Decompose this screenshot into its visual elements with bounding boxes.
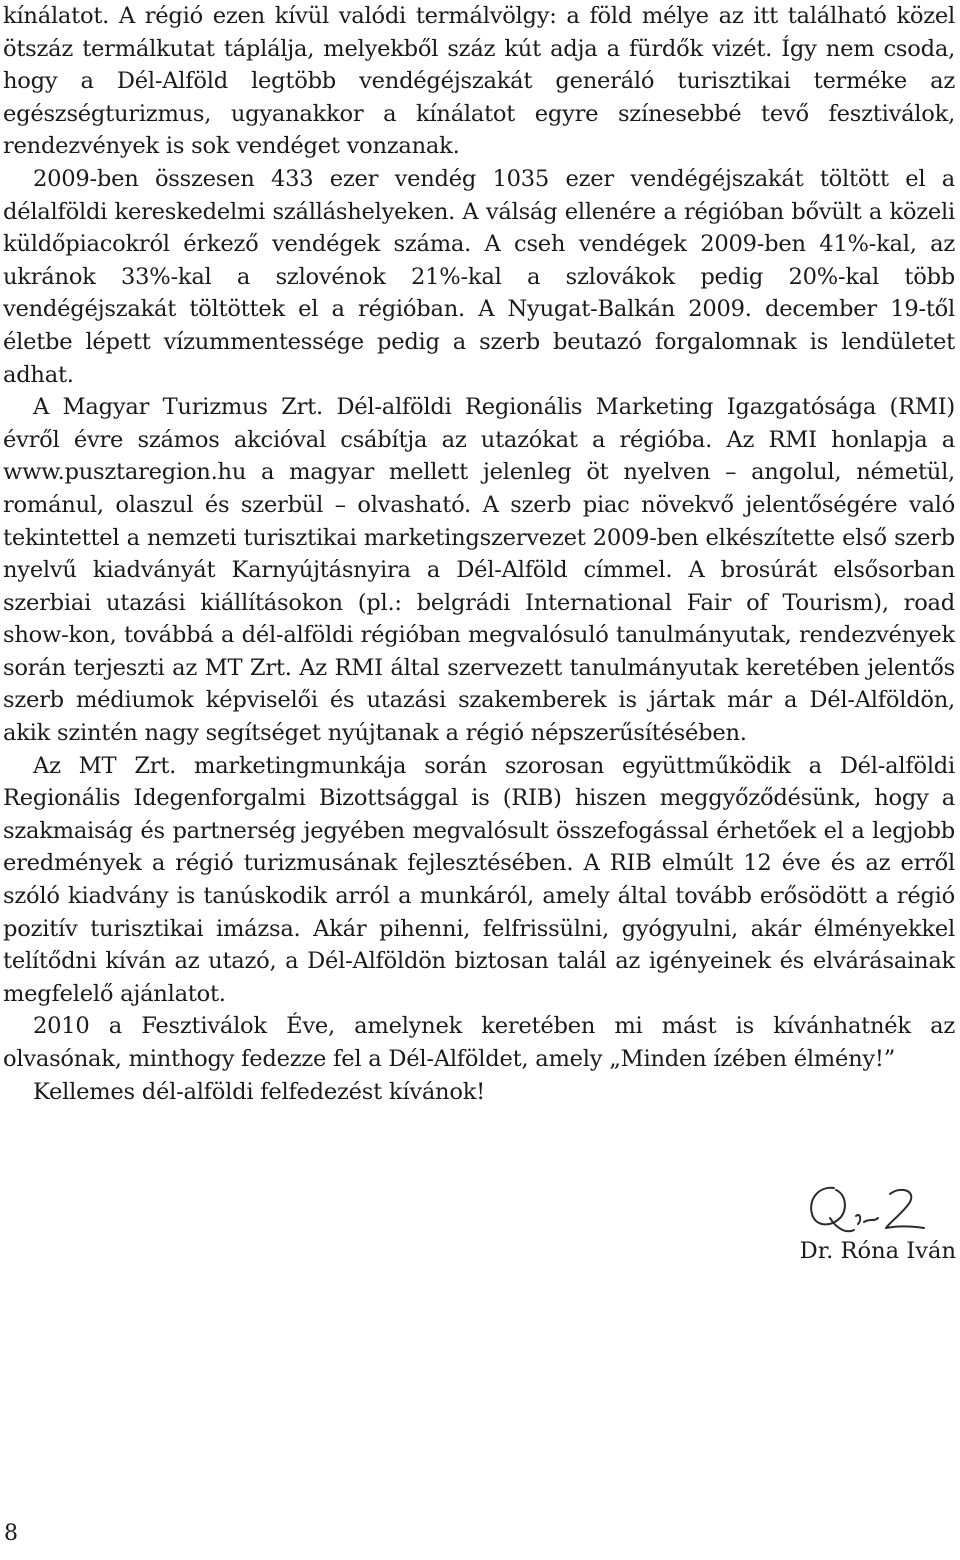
paragraph-6: Kellemes dél-alföldi felfedezést kívánok! — [33, 1078, 485, 1105]
signer-name: Dr. Róna Iván — [799, 1238, 956, 1264]
page-number: 8 — [4, 1521, 18, 1546]
paragraph-1: kínálatot. A régió ezen kívül valódi termálvölgy: a föld mélye az itt található közel ötszáz termálkutat táplálja, melyekből száz kút adja a fürdők vizét. Így nem csoda, hogy a Dél-Alföld legtöbb vendégéjszakát generáló turisztikai terméke az egészségturizmus, ugyanakkor a kínálatot egyre színesebbé tevő fesztiválok, rendezvények is sok vendéget vonzanak. — [3, 3, 955, 160]
paragraph-4: Az MT Zrt. marketingmunkája során szorosan együttműködik a Dél-alföldi Regionális Idegenforgalmi Bizottsággal is (RIB) hiszen meggyőződésünk, hogy a szakmaiság és partnerség jegyében megvalósult összefogással érhetőek el a legjobb eredmények a régió turizmusának fejlesztésében. A RIB elmúlt 12 éve és az erről szóló kiadvány is tanúskodik arról a munkáról, amely által tovább erősödött a régió pozitív turisztikai imázsa. Akár pihenni, felfrissülni, gyógyulni, akár élményekkel telítődni kíván az utazó, a Dél-Alföldön biztosan talál az igényeinek és elvárásainak megfelelő ajánlatot. — [3, 752, 955, 1007]
paragraph-2: 2009-ben összesen 433 ezer vendég 1035 ezer vendégéjszakát töltött el a délalföldi kereskedelmi szálláshelyeken. A válság ellenére a régióban bővült a közeli küldőpiacokról érkező vendégek száma. A cseh vendégek 2009-ben 41%-kal, az ukránok 33%-kal a szlovénok 21%-kal a szlovákok pedig 20%-kal több vendégéjszakát töltöttek el a régióban. A Nyugat-Balkán 2009. december 19-től életbe lépett vízummentessége pedig a szerb beutazó forgalomnak is lendületet adhat. — [3, 165, 955, 388]
handwritten-signature-icon — [800, 1178, 940, 1244]
paragraph-3: A Magyar Turizmus Zrt. Dél-alföldi Regionális Marketing Igazgatósága (RMI) évről évre számos akcióval csábítja az utazókat a régióba. Az RMI honlapja a www.pusztaregion.hu a magyar mellett jelenleg öt nyelven – angolul, németül, románul, olaszul és szerbül – olvasható. A szerb piac növekvő jelentőségére való tekintettel a nemzeti turisztikai marketingszervezet 2009-ben elkészítette első szerb nyelvű kiadványát Karnyújtásnyira a Dél-Alföld címmel. A brosúrát elsősorban szerbiai utazási kiállításokon (pl.: belgrádi International Fair of Tourism), road show-kon, továbbá a dél-alföldi régióban megvalósuló tanulmányutak, rendezvények során terjeszti az MT Zrt. Az RMI által szervezett tanulmányutak keretében jelentős szerb médiumok képviselői és utazási szakemberek is jártak már a Dél-Alföldön, akik szintén nagy segítséget nyújtanak a régió népszerűsítésében. — [3, 394, 955, 747]
paragraph-5: 2010 a Fesztiválok Éve, amelynek keretében mi mást is kívánhatnék az olvasónak, minthogy fedezze fel a Dél-Alföldet, amely „Minden ízében élmény!” — [3, 1013, 955, 1072]
body-text — [3, 0, 955, 1108]
